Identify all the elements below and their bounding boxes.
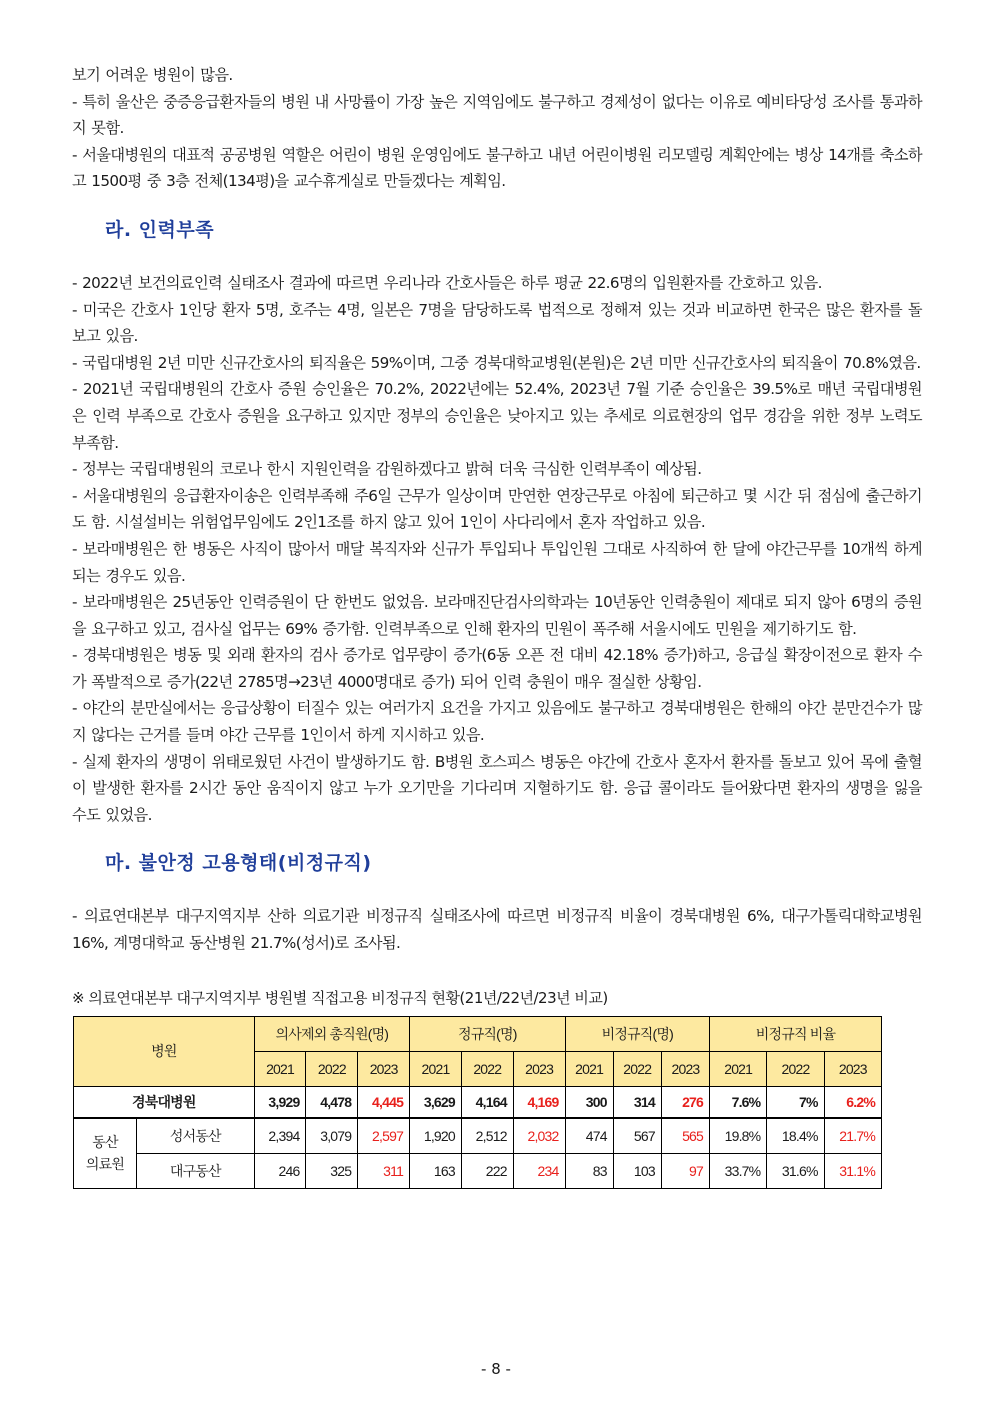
cell: 1,920: [410, 1118, 462, 1154]
group-header: 비정규직(명): [565, 1016, 710, 1051]
paragraph: - 2021년 국립대병원의 간호사 증원 승인율은 70.2%, 2022년에는 52.4%, 2023년 7월 기준 승인율은 39.5%로 매년 국립대병원은 인력 부족으로 간호사 증원을 요구하고 있지만 정부의 승인율은 낮아지고 있는 추세로 의료현장의 업무 경감을 위한 정부 노력도 부족함.: [72, 380, 923, 452]
paragraph: - 의료연대본부 대구지역지부 산하 의료기관 비정규직 실태조사에 따르면 비정규직 비율이 경북대병원 6%, 대구가톨릭대학교병원 16%, 계명대학교 동산병원 21.7%(성서)로 조사됨.: [72, 907, 922, 953]
group-label: [74, 1118, 137, 1189]
cell: 3,629: [410, 1086, 462, 1118]
paragraph: - 정부는 국립대병원의 코로나 한시 지원인력을 감원하겠다고 밝혀 더욱 극심한 인력부족이 예상됨.: [72, 460, 702, 479]
year-header: 2023: [358, 1051, 410, 1086]
paragraph: - 보라매병원은 25년동안 인력증원이 단 한번도 없었음. 보라매진단검사의학과는 10년동안 인력충원이 제대로 되지 않아 6명의 증원을 요구하고 있고, 검사실 업무는 69% 증가함. 인력부족으로 인해 환자의 민원이 폭주해 서울시에도 민원을 제기하기도 함.: [72, 593, 922, 638]
group-label-line: 의료원: [85, 1156, 125, 1173]
paragraph: - 야간의 분만실에서는 응급상황이 터질수 있는 여러가지 요건을 가지고 있음에도 불구하고 경북대병원은 한해의 야간 분만건수가 많지 않다는 근거를 들며 야간 근무를 1인이서 하게 지시하고 있음.: [72, 699, 922, 745]
cell: 325: [306, 1153, 358, 1188]
paragraph: - 특히 울산은 중증응급환자들의 병원 내 사망률이 가장 높은 지역임에도 불구하고 경제성이 없다는 이유로 예비타당성 조사를 통과하지 못함.: [72, 92, 922, 138]
year-header: 2022: [306, 1051, 358, 1086]
paragraph: - 보라매병원은 한 병동은 사직이 많아서 매달 복직자와 신규가 투입되나 투입인원 그대로 사직하여 한 달에 야간근무를 10개씩 하게 되는 경우도 있음.: [72, 539, 922, 585]
group-header: 비정규직 비율: [710, 1016, 882, 1051]
table-note: ※ 의료연대본부 대구지역지부 병원별 직접고용 비정규직 현황(21년/22년/23년 비교): [72, 988, 608, 1007]
page-number: - 8 -: [481, 1360, 511, 1378]
year-header: 2023: [661, 1051, 709, 1086]
section-la-body: [72, 270, 922, 828]
paragraph: - 미국은 간호사 1인당 환자 5명, 호주는 4명, 일본은 7명을 담당하도록 법적으로 정해져 있는 것과 비교하면 한국은 많은 환자를 돌보고 있음.: [72, 300, 922, 346]
cell: 4,164: [461, 1086, 513, 1118]
paragraph: - 경북대병원은 병동 및 외래 환자의 검사 증가로 업무량이 증가(6동 오픈 전 대비 42.18% 증가)하고, 응급실 확장이전으로 환자 수가 폭발적으로 증가(22년 2785명→23년 4000명대로 증가) 되어 인력 충원이 매우 절실한 상황임.: [72, 646, 922, 691]
cell: 7%: [767, 1086, 824, 1118]
cell: 311: [358, 1153, 410, 1188]
cell: 3,929: [254, 1086, 306, 1118]
cell: 7.6%: [710, 1086, 767, 1118]
cell: 4,169: [513, 1086, 565, 1118]
cell: 31.1%: [824, 1153, 881, 1188]
cell: 246: [254, 1153, 306, 1188]
year-header: 2023: [824, 1051, 881, 1086]
group-header: 의사제외 총직원(명): [254, 1016, 409, 1051]
paragraph: 보기 어려운 병원이 많음.: [72, 66, 233, 84]
cell: 2,512: [461, 1118, 513, 1154]
cell: 163: [410, 1153, 462, 1188]
hospital-header: 병원: [74, 1016, 255, 1086]
paragraph: - 서울대병원의 대표적 공공병원 역할은 어린이 병원 운영임에도 불구하고 내년 어린이병원 리모델링 계획안에는 병상 14개를 축소하고 1500평 중 3층 전체(134평)을 교수휴게실로 만들겠다는 계획임.: [72, 145, 922, 191]
cell: 19.8%: [710, 1118, 767, 1154]
table-row: [74, 1086, 882, 1118]
cell: 567: [613, 1118, 661, 1154]
paragraph: - 국립대병원 2년 미만 신규간호사의 퇴직율은 59%이며, 그중 경북대학교병원(본원)은 2년 미만 신규간호사의 퇴직율이 70.8%였음.: [72, 353, 921, 372]
paragraph: - 2022년 보건의료인력 실태조사 결과에 따르면 우리나라 간호사들은 하루 평균 22.6명의 입원환자를 간호하고 있음.: [72, 273, 822, 292]
table-row: [74, 1153, 882, 1188]
cell: 314: [613, 1086, 661, 1118]
cell: 2,032: [513, 1118, 565, 1154]
year-header: 2021: [410, 1051, 462, 1086]
group-label-line: 동산: [92, 1134, 118, 1151]
cell: 222: [461, 1153, 513, 1188]
cell: 474: [565, 1118, 613, 1154]
document-page: [72, 62, 922, 1189]
row-name: 경북대병원: [74, 1086, 255, 1118]
cell: 2,597: [358, 1118, 410, 1154]
cell: 83: [565, 1153, 613, 1188]
row-name: 대구동산: [137, 1153, 255, 1188]
year-header: 2021: [565, 1051, 613, 1086]
group-header: 정규직(명): [410, 1016, 565, 1051]
year-header: 2023: [513, 1051, 565, 1086]
cell: 103: [613, 1153, 661, 1188]
cell: 2,394: [254, 1118, 306, 1154]
cell: 4,478: [306, 1086, 358, 1118]
section-heading-unstable-employment: 마. 불안정 고용형태(비정규직): [105, 852, 372, 875]
year-header: 2021: [710, 1051, 767, 1086]
cell: 3,079: [306, 1118, 358, 1154]
year-header: 2022: [461, 1051, 513, 1086]
cell: 276: [661, 1086, 709, 1118]
table-row: [74, 1118, 882, 1154]
cell: 18.4%: [767, 1118, 824, 1154]
top-paragraphs: [72, 62, 922, 195]
cell: 300: [565, 1086, 613, 1118]
cell: 31.6%: [767, 1153, 824, 1188]
cell: 234: [513, 1153, 565, 1188]
row-name: 성서동산: [137, 1118, 255, 1154]
cell: 4,445: [358, 1086, 410, 1118]
section-heading-manpower-shortage: 라. 인력부족: [105, 218, 215, 241]
cell: 565: [661, 1118, 709, 1154]
table-header-row: [74, 1016, 882, 1051]
cell: 6.2%: [824, 1086, 881, 1118]
paragraph: - 서울대병원의 응급환자이송은 인력부족해 주6일 근무가 일상이며 만연한 연장근무로 아침에 퇴근하고 몇 시간 뒤 점심에 출근하기도 함. 시설설비는 위험업무임에도 2인1조를 하지 않고 있어 1인이 사다리에서 혼자 작업하고 있음.: [72, 486, 922, 532]
cell: 97: [661, 1153, 709, 1188]
paragraph: - 실제 환자의 생명이 위태로웠던 사건이 발생하기도 함. B병원 호스피스 병동은 야간에 간호사 혼자서 환자를 돌보고 있어 목에 출혈이 발생한 환자를 2시간 동안 움직이지 않고 누가 오기만을 기다리며 지혈하기도 함. 응급 콜이라도 들어왔다면 환자의 생명을 잃을 수도 있었음.: [72, 752, 922, 824]
cell: 33.7%: [710, 1153, 767, 1188]
year-header: 2022: [613, 1051, 661, 1086]
year-header: 2022: [767, 1051, 824, 1086]
cell: 21.7%: [824, 1118, 881, 1154]
irregular-workers-table: [73, 1016, 882, 1189]
year-header: 2021: [254, 1051, 306, 1086]
